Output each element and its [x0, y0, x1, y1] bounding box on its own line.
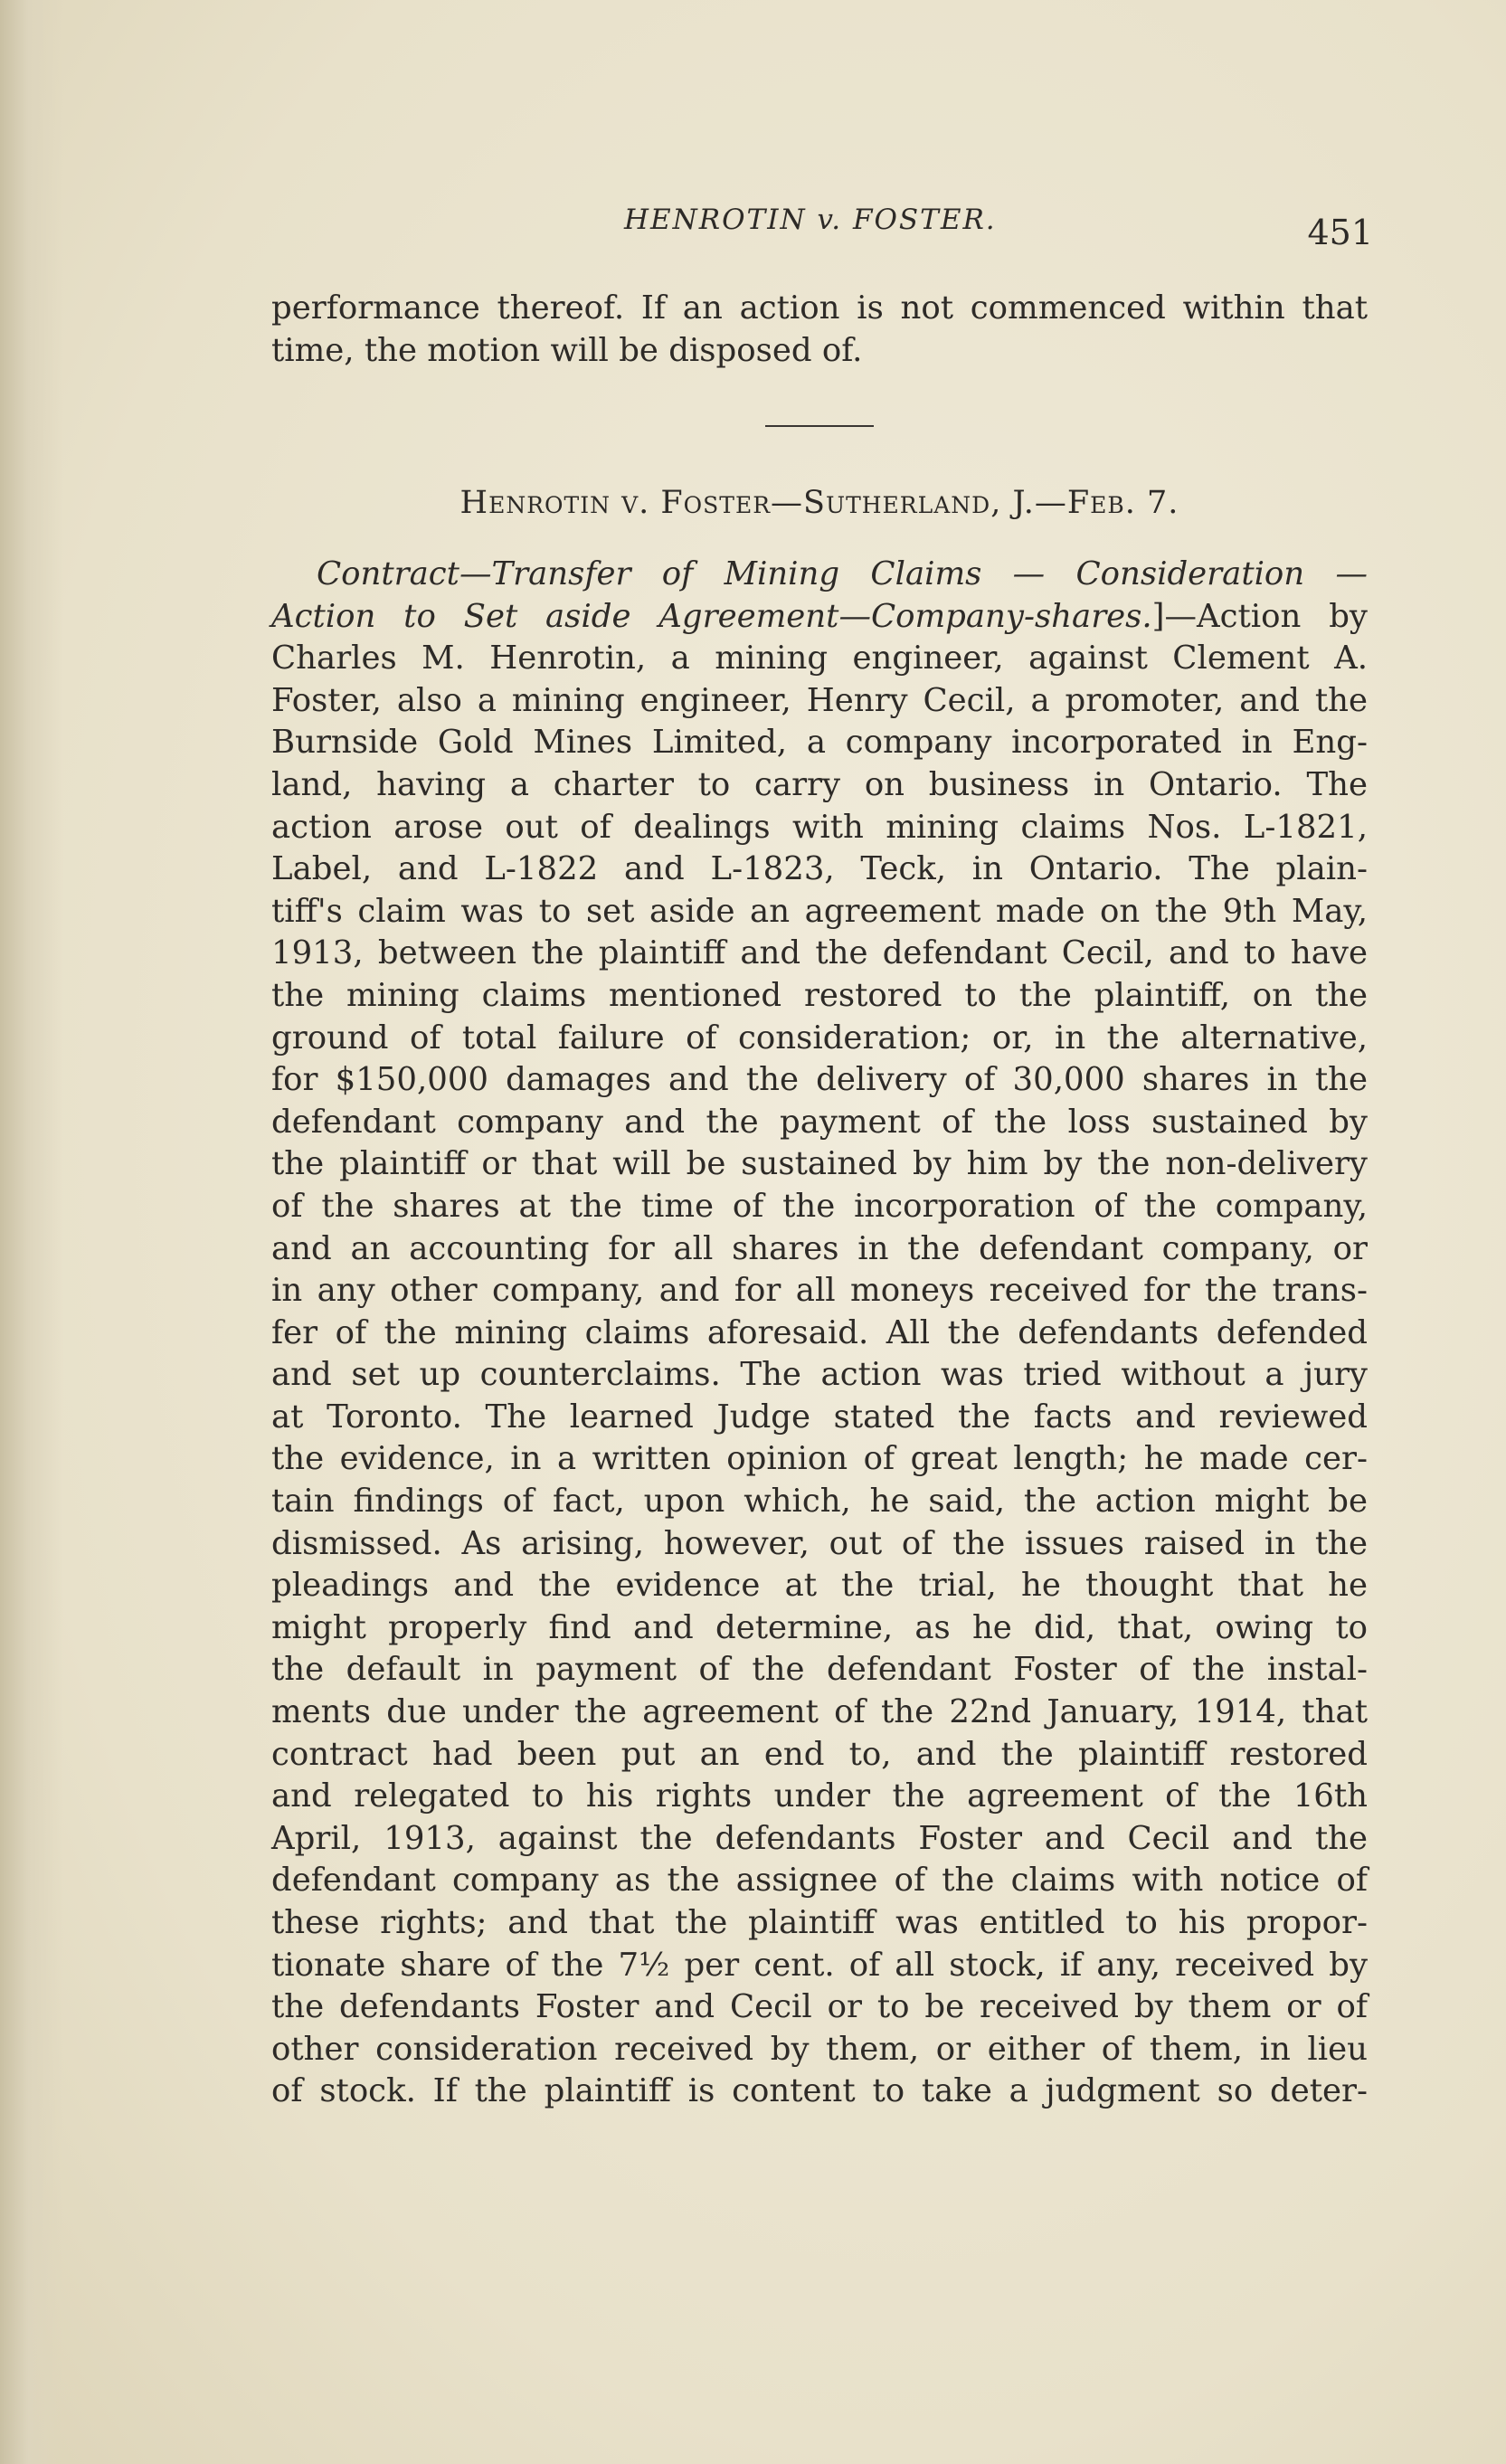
text-line: these rights; and that the plaintiff was entitled to his propor- — [271, 1904, 1368, 1941]
running-head — [271, 204, 1375, 258]
text-line: the plaintiff or that will be sustained by him by the non-delivery — [271, 1145, 1368, 1183]
text-line: in any other company, and for all moneys received for the trans- — [271, 1272, 1368, 1310]
headnote-line-rest: ]—Action by — [1151, 597, 1368, 635]
text-line: tionate share of the 7½ per cent. of all stock, if any, received by — [271, 1946, 1368, 1984]
text-line: pleadings and the evidence at the trial, he thought that he — [271, 1567, 1368, 1605]
text-line: and an accounting for all shares in the defendant company, or — [271, 1229, 1368, 1267]
text-line: the evidence, in a written opinion of great length; he made cer- — [271, 1440, 1368, 1478]
section-divider — [765, 425, 874, 427]
text-line: and set up counterclaims. The action was tried without a jury — [271, 1356, 1368, 1394]
text-line: the default in payment of the defendant Foster of the instal- — [271, 1651, 1368, 1689]
text-line: fer of the mining claims aforesaid. All the defendants defended — [271, 1313, 1368, 1351]
text-line: dismissed. As arising, however, out of the issues raised in the — [271, 1524, 1368, 1562]
text-line: at Toronto. The learned Judge stated the facts and reviewed — [271, 1398, 1368, 1436]
text-line: of stock. If the plaintiff is content to take a judgment so deter- — [271, 2072, 1368, 2110]
text-line: other consideration received by them, or either of them, in lieu — [271, 2030, 1368, 2068]
text-line: Burnside Gold Mines Limited, a company incorporated in Eng- — [271, 724, 1368, 762]
headnote-title-continuation: Action to Set aside Agreement—Company-shares. — [271, 597, 1152, 635]
text-line: the defendants Foster and Cecil or to be received by them or of — [271, 1988, 1368, 2026]
case-heading: Henrotin v. Foster—Sutherland, J.—Feb. 7. — [459, 485, 1179, 521]
text-line: defendant company as the assignee of the claims with notice of — [271, 1862, 1368, 1900]
text-line: action arose out of dealings with mining claims Nos. L-1821, — [271, 808, 1368, 846]
text-line: might properly find and determine, as he did, that, owing to — [271, 1608, 1368, 1646]
text-line: April, 1913, against the defendants Foster and Cecil and the — [271, 1819, 1368, 1857]
text-line: Label, and L-1822 and L-1823, Teck, in Ontario. The plain- — [271, 850, 1368, 888]
headnote-title-line: Contract—Transfer of Mining Claims — Consideration — — [317, 555, 1368, 592]
text-line: ments due under the agreement of the 22nd January, 1914, that — [271, 1693, 1368, 1731]
text-line: 1913, between the plaintiff and the defendant Cecil, and to have — [271, 934, 1368, 972]
text-line: ground of total failure of consideration; or, in the alternative, — [271, 1019, 1368, 1057]
running-title: HENROTIN v. FOSTER. — [624, 204, 997, 236]
headnote-paragraph — [271, 554, 1368, 2113]
text-line: time, the motion will be disposed of. — [271, 331, 863, 369]
page-number: 451 — [1307, 213, 1373, 252]
text-line: Charles M. Henrotin, a mining engineer, against Clement A. — [271, 640, 1368, 678]
text-line — [271, 596, 1368, 639]
text-line: performance thereof. If an action is not commenced within that — [271, 289, 1368, 327]
text-line: contract had been put an end to, and the plaintiff restored — [271, 1735, 1368, 1773]
text-line: of the shares at the time of the incorporation of the company, — [271, 1187, 1368, 1225]
carryover-paragraph — [271, 288, 1368, 372]
text-line: the mining claims mentioned restored to the plaintiff, on the — [271, 976, 1368, 1014]
text-line: for $150,000 damages and the delivery of 30,000 shares in the — [271, 1061, 1368, 1099]
text-line: defendant company and the payment of the loss sustained by — [271, 1103, 1368, 1141]
text-line: tiff's claim was to set aside an agreement made on the 9th May, — [271, 892, 1368, 930]
text-line: Foster, also a mining engineer, Henry Cecil, a promoter, and the — [271, 681, 1368, 719]
text-line: and relegated to his rights under the agreement of the 16th — [271, 1777, 1368, 1815]
page-gutter — [0, 0, 63, 2464]
text-line: tain findings of fact, upon which, he said, the action might be — [271, 1483, 1368, 1521]
text-line: land, having a charter to carry on business in Ontario. The — [271, 765, 1368, 803]
